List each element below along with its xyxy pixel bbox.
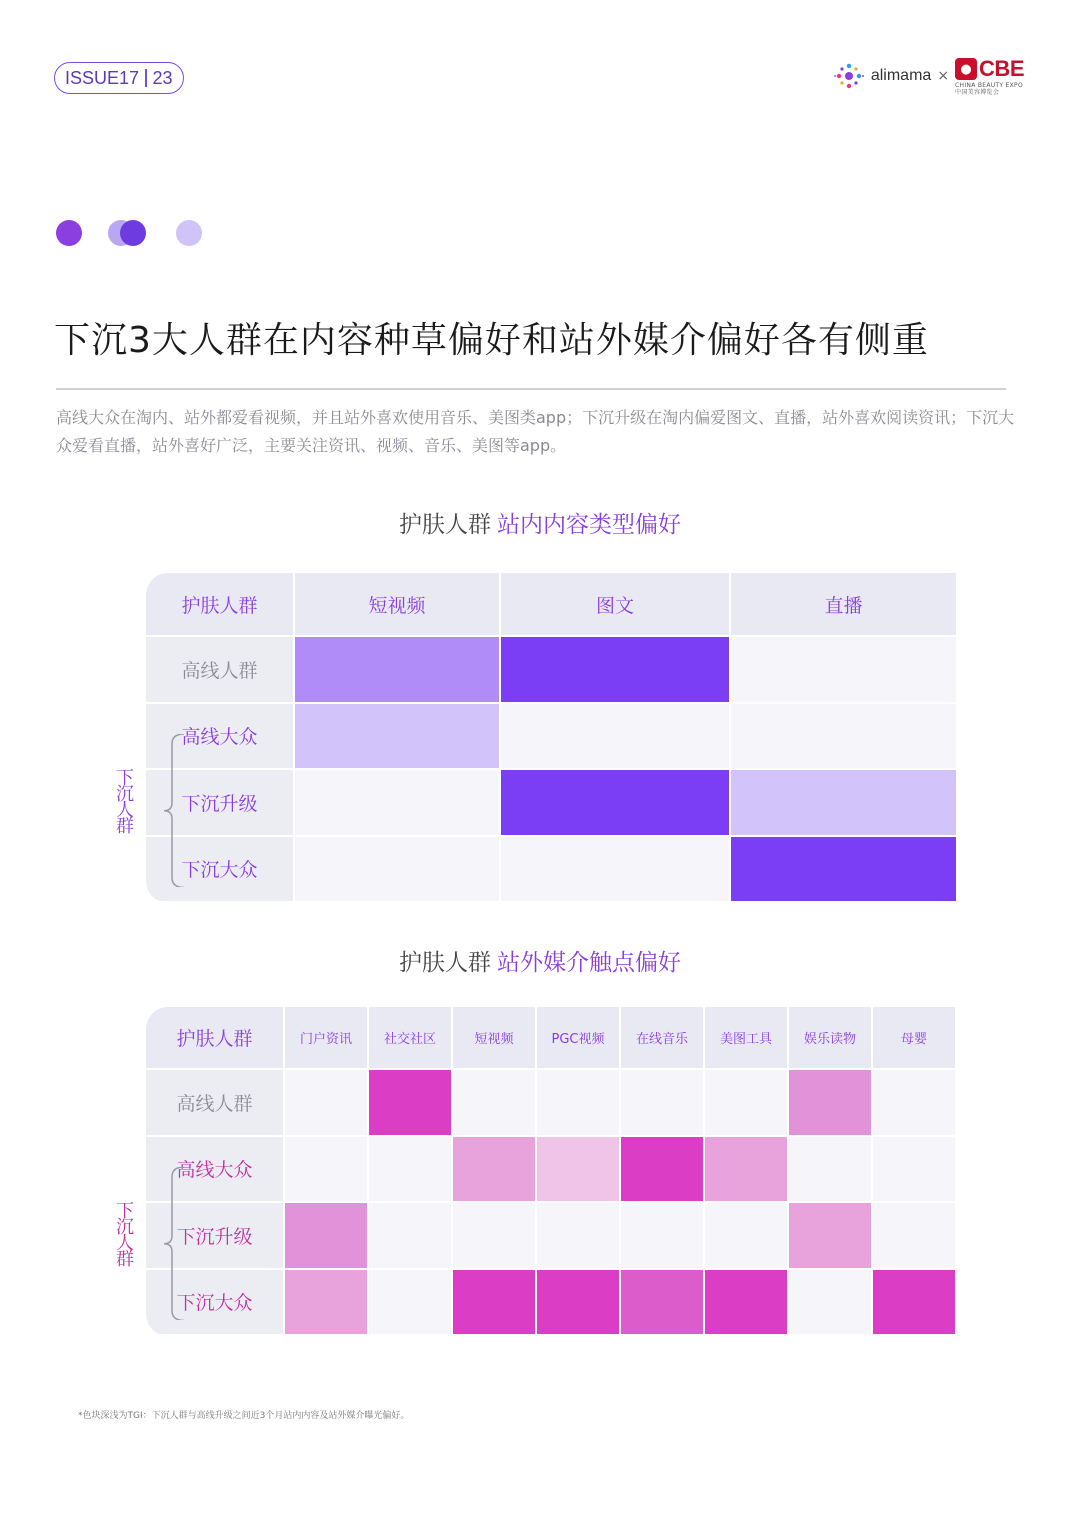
heatmap-background — [146, 573, 958, 903]
column-header: 社交社区 — [369, 1007, 453, 1070]
heatmap-cell — [705, 1070, 789, 1137]
title-divider — [56, 388, 1006, 390]
heatmap-cell — [873, 1137, 957, 1204]
column-header: 短视频 — [295, 573, 501, 637]
heatmap-background — [146, 1007, 957, 1336]
heatmap-corner-label: 护肤人群 — [146, 573, 295, 637]
heatmap-cell — [501, 704, 731, 771]
cbe-logo — [955, 56, 1024, 96]
footnote: *色块深浅为TGI：下沉人群与高线升级之间近3个月站内内容及站外媒介曝光偏好。 — [78, 1411, 410, 1421]
heatmap-cell — [731, 704, 958, 771]
heatmap-cell — [621, 1137, 705, 1204]
issue-separator — [145, 69, 147, 87]
dot-3 — [176, 220, 202, 246]
heatmap-cell — [789, 1070, 873, 1137]
heatmap-corner-label: 护肤人群 — [146, 1007, 285, 1070]
heatmap-row — [146, 1137, 957, 1204]
heatmap-cell — [369, 1137, 453, 1204]
heatmap-cell — [621, 1203, 705, 1270]
group-side-label: 下沉人群 — [113, 1201, 134, 1266]
row-label: 高线大众 — [146, 704, 295, 771]
chart2-title-accent: 站外媒介触点偏好 — [497, 950, 681, 976]
column-header: 直播 — [731, 573, 958, 637]
heatmap-row — [146, 1070, 957, 1137]
heatmap-row — [146, 1270, 957, 1337]
heatmap-cell — [537, 1137, 621, 1204]
heatmap-cell — [789, 1203, 873, 1270]
group-bracket — [160, 734, 190, 888]
heatmap-cell — [501, 837, 731, 904]
column-header: 母婴 — [873, 1007, 957, 1070]
heatmap-row — [146, 837, 958, 904]
heatmap-cell — [453, 1070, 537, 1137]
heatmap-cell — [369, 1070, 453, 1137]
heatmap-row — [146, 770, 958, 837]
heatmap-cell — [285, 1203, 369, 1270]
heatmap-row — [146, 637, 958, 704]
row-label: 高线人群 — [146, 1070, 285, 1137]
row-label: 下沉升级 — [146, 1203, 285, 1270]
issue-label: ISSUE17 — [65, 67, 140, 88]
heatmap-header-row — [146, 1007, 957, 1070]
heatmap-cell — [731, 637, 958, 704]
issue-badge — [54, 62, 184, 94]
heatmap-cell — [285, 1137, 369, 1204]
dot-2-front — [120, 220, 146, 246]
chart2-title — [0, 944, 1080, 977]
row-label: 下沉大众 — [146, 837, 295, 904]
alimama-wordmark: alimama — [870, 67, 932, 84]
column-header: PGC视频 — [537, 1007, 621, 1070]
heatmap-cell — [537, 1270, 621, 1337]
cbe-subtitle-en: CHINA BEAUTY EXPO — [955, 82, 1024, 89]
row-label: 高线人群 — [146, 637, 295, 704]
row-label: 高线大众 — [146, 1137, 285, 1204]
brand-logos — [833, 58, 1024, 94]
heatmap-cell — [705, 1270, 789, 1337]
heatmap-cell — [705, 1203, 789, 1270]
cbe-subtitle-cn: 中国美容博览会 — [955, 89, 1000, 96]
chart2-title-prefix: 护肤人群 — [399, 950, 491, 976]
heatmap-cell — [621, 1270, 705, 1337]
heatmap-row — [146, 704, 958, 771]
heatmap-cell — [285, 1270, 369, 1337]
heatmap-cell — [295, 637, 501, 704]
heatmap-cell — [501, 637, 731, 704]
decorative-dots — [56, 220, 216, 246]
heatmap-cell — [453, 1203, 537, 1270]
heatmap-cell — [369, 1270, 453, 1337]
heatmap-content-preference — [146, 573, 958, 903]
heatmap-cell — [873, 1203, 957, 1270]
heatmap-media-preference — [146, 1007, 957, 1336]
alimama-logo-icon — [833, 60, 865, 92]
column-header: 短视频 — [453, 1007, 537, 1070]
chart1-title-accent: 站内内容类型偏好 — [497, 512, 681, 538]
heatmap-cell — [537, 1203, 621, 1270]
heatmap-cell — [731, 837, 958, 904]
page-number: 23 — [152, 67, 173, 88]
heatmap-cell — [873, 1070, 957, 1137]
row-label: 下沉升级 — [146, 770, 295, 837]
heatmap-cell — [453, 1270, 537, 1337]
group-bracket — [160, 1167, 190, 1321]
heatmap-cell — [295, 770, 501, 837]
heatmap-cell — [369, 1203, 453, 1270]
heatmap-cell — [295, 704, 501, 771]
heatmap-cell — [731, 770, 958, 837]
heatmap-header-row — [146, 573, 958, 637]
heatmap-cell — [285, 1070, 369, 1137]
group-side-label: 下沉人群 — [113, 768, 134, 833]
chart1-title-prefix: 护肤人群 — [399, 512, 491, 538]
heatmap-row — [146, 1203, 957, 1270]
cbe-wordmark: CBE — [979, 56, 1024, 81]
page-title: 下沉3大人群在内容种草偏好和站外媒介偏好各有侧重 — [54, 320, 929, 361]
heatmap-cell — [295, 837, 501, 904]
heatmap-cell — [705, 1137, 789, 1204]
heatmap-cell — [789, 1137, 873, 1204]
column-header: 美图工具 — [705, 1007, 789, 1070]
column-header: 在线音乐 — [621, 1007, 705, 1070]
heatmap-cell — [453, 1137, 537, 1204]
column-header: 图文 — [501, 573, 731, 637]
heatmap-cell — [501, 770, 731, 837]
heatmap-cell — [789, 1270, 873, 1337]
row-label: 下沉大众 — [146, 1270, 285, 1337]
chart1-title — [0, 506, 1080, 539]
column-header: 门户资讯 — [285, 1007, 369, 1070]
cbe-emblem-icon: ● — [955, 58, 977, 80]
heatmap-cell — [621, 1070, 705, 1137]
heatmap-cell — [873, 1270, 957, 1337]
brand-separator: × — [937, 68, 950, 84]
heatmap-cell — [537, 1070, 621, 1137]
column-header: 娱乐读物 — [789, 1007, 873, 1070]
intro-paragraph: 高线大众在淘内、站外都爱看视频，并且站外喜欢使用音乐、美图类app；下沉升级在淘内偏爱图文、直播，站外喜欢阅读资讯；下沉大众爱看直播，站外喜好广泛，主要关注资讯、视频、音乐、美图等app。 — [56, 408, 1015, 455]
dot-1 — [56, 220, 82, 246]
